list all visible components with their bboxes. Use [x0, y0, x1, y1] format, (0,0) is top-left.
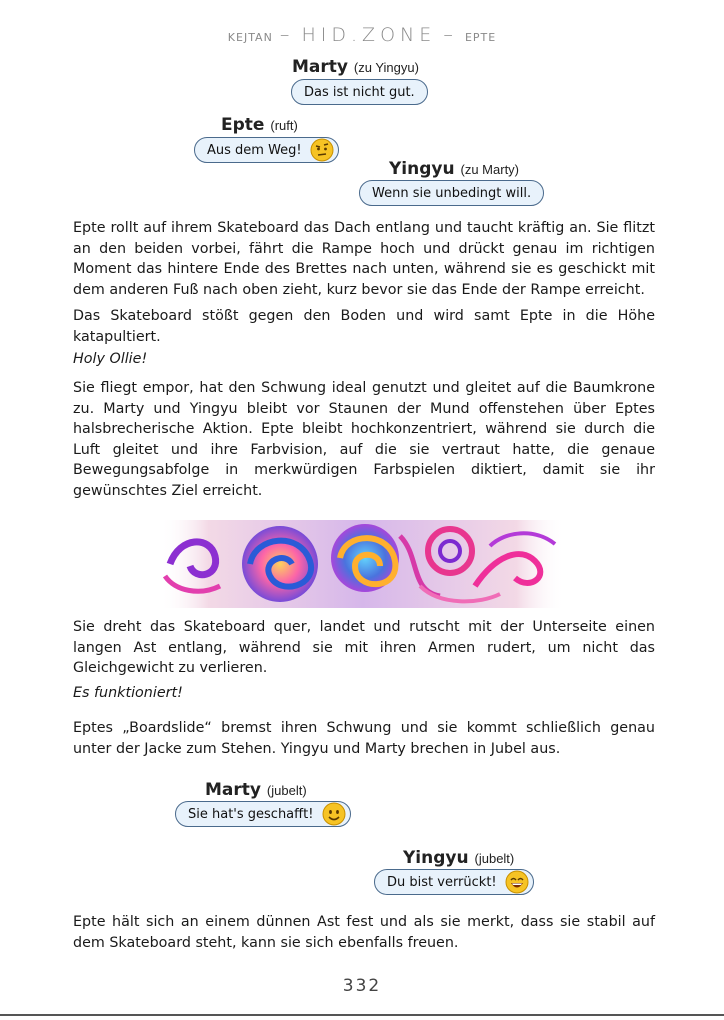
speech-bubble: [359, 180, 544, 206]
story-exclamation: Es funktioniert!: [73, 685, 183, 701]
story-paragraph: Eptes „Boardslide“ bremst ihren Schwung und sie kommt schließlich genau unter der Jacke zum Stehen. Yingyu und Marty brechen in Jubel aus.: [73, 720, 655, 757]
speech-text: Das ist nicht gut.: [304, 85, 415, 100]
header-author: KEJTAN: [227, 31, 273, 44]
speech-bubble: [175, 801, 351, 827]
skeptical-face-icon: [310, 138, 334, 162]
speaker-note: (ruft): [270, 118, 298, 133]
story-paragraph: Epte hält sich an einem dünnen Ast fest und als sie merkt, dass sie stabil auf dem Skateboard steht, kann sie sich ebenfalls freuen.: [73, 914, 655, 951]
speech-bubble: [291, 79, 428, 105]
speech-bubble: [374, 869, 534, 895]
speaker-marty: [205, 780, 307, 800]
speech-bubble: [194, 137, 339, 163]
speaker-note: (jubelt): [474, 851, 515, 866]
page-number: 332: [342, 976, 382, 996]
speaker-name: Marty: [292, 57, 348, 77]
speech-text: Aus dem Weg!: [207, 143, 302, 158]
speaker-name: Epte: [221, 115, 265, 135]
story-paragraph: Epte rollt auf ihrem Skateboard das Dach entlang und taucht kräftig an. Sie flitzt an den beiden vorbei, fährt die Rampe hoch und drückt genau im richtigen Moment das hintere Ende des Brettes nach unten, während sie es geschickt mit dem anderen Fuß nach oben zieht, kurz bevor sie das Ende der Rampe erreicht.: [73, 220, 655, 298]
speech-text: Wenn sie unbedingt will.: [372, 186, 532, 201]
smiling-face-icon: [322, 802, 346, 826]
speaker-name: Yingyu: [403, 848, 469, 868]
page-bottom-rule: [0, 1014, 724, 1016]
speaker-note: (jubelt): [266, 783, 307, 798]
speaker-note: (zu Yingyu): [353, 60, 419, 75]
speaker-epte: [221, 115, 298, 135]
color-swirl-illustration: [160, 516, 565, 612]
story-paragraph: Das Skateboard stößt gegen den Boden und wird samt Epte in die Höhe katapultiert.: [73, 308, 655, 345]
speaker-marty: [292, 57, 419, 77]
speaker-yingyu: [403, 848, 514, 868]
running-header: [0, 24, 724, 46]
speaker-note: (zu Marty): [460, 162, 520, 177]
speaker-name: Yingyu: [389, 159, 455, 179]
story-exclamation: Holy Ollie!: [73, 351, 148, 367]
speech-text: Sie hat's geschafft!: [188, 807, 314, 822]
header-separator: –: [443, 24, 458, 46]
header-separator: –: [279, 24, 295, 46]
speaker-yingyu: [389, 159, 519, 179]
story-paragraph: Sie fliegt empor, hat den Schwung ideal genutzt und gleitet auf die Baumkrone zu. Marty und Yingyu bleibt vor Staunen der Mund offenstehen über Eptes halsbrecherische Aktion. Epte bleibt hochkonzentriert, während sie durch die Luft gleitet und ihre Farbvision, auf die sie vertraut hatte, die genaue Bewegungsabfolge in merkwürdigen Farbspielen diktiert, damit sie ihr gewünschtes Ziel erreicht.: [73, 380, 655, 499]
grinning-face-icon: [505, 870, 529, 894]
header-character: EPTE: [464, 31, 497, 44]
speaker-name: Marty: [205, 780, 261, 800]
story-paragraph: Sie dreht das Skateboard quer, landet und rutscht mit der Unterseite einen langen Ast entlang, während sie mit ihren Armen rudert, um nicht das Gleichgewicht zu verlieren.: [73, 619, 655, 676]
header-title: HID.ZONE: [301, 24, 437, 46]
speech-text: Du bist verrückt!: [387, 875, 497, 890]
